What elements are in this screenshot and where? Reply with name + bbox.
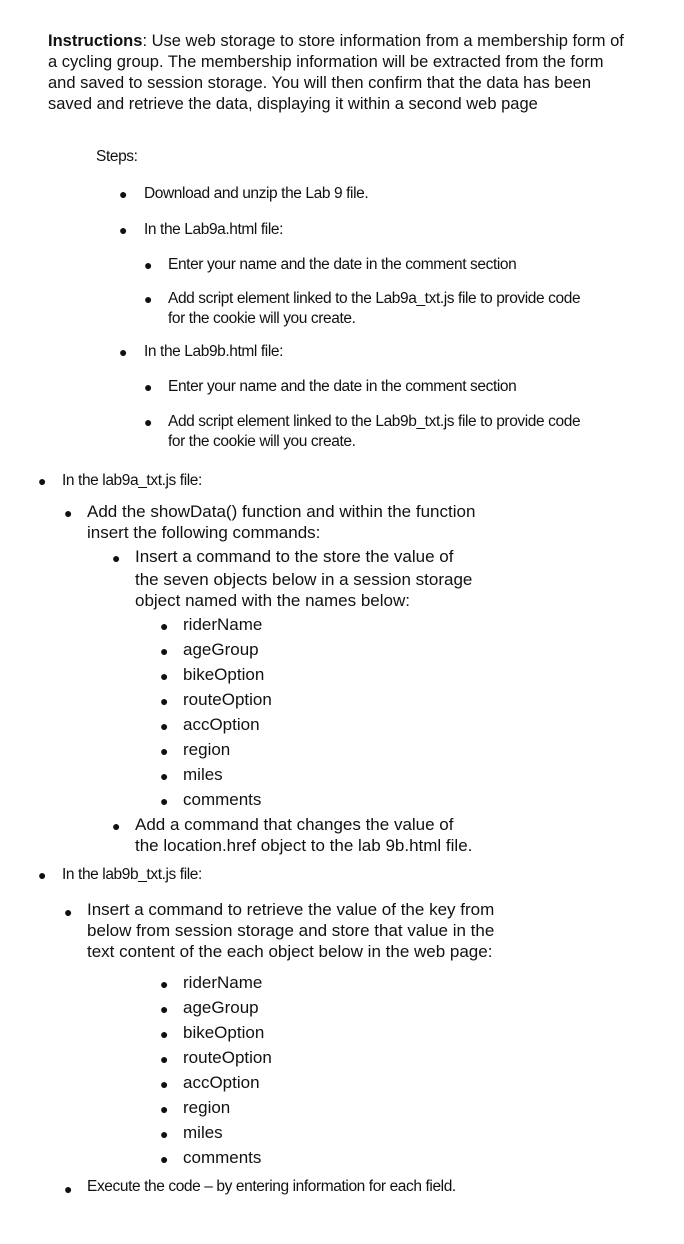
bullet: ● [160,1126,169,1142]
lab9b-heading: In the lab9b_txt.js file: [62,866,202,883]
bullet: ● [160,976,169,992]
step-lab9a-html: In the Lab9a.html file: [144,221,284,238]
lab9a-location-line-1: Add a command that changes the value of [135,815,454,834]
lab9a-heading: In the lab9a_txt.js file: [62,472,202,489]
bullet: ● [144,257,153,273]
lab9a-insert-line-2: the seven objects below in a session storage [135,570,473,589]
bullet: ● [144,291,153,307]
bullet: ● [64,904,73,920]
lab9a-insert-line-1: Insert a command to the store the value of [135,547,454,566]
bullet: ● [160,1001,169,1017]
bullet: ● [112,550,121,566]
step-lab9b-html: In the Lab9b.html file: [144,343,284,360]
bullet: ● [160,743,169,759]
lab9b-name-item: miles [183,1123,223,1142]
lab9a-insert-line-3: object named with the names below: [135,591,410,610]
step-lab9b-comment: Enter your name and the date in the comment section [168,378,517,395]
instructions-paragraph [48,31,628,115]
bullet: ● [119,222,128,238]
lab9a-name-item: miles [183,765,223,784]
lab9b-retrieve-line-3: text content of the each object below in the web page: [87,942,493,961]
step-lab9b-script-2: for the cookie will you create. [168,433,356,450]
lab9a-name-item: region [183,740,231,759]
bullet: ● [160,1151,169,1167]
lab9b-retrieve-line-2: below from session storage and store that value in the [87,921,495,940]
step-lab9a-script-1: Add script element linked to the Lab9a_txt.js file to provide code [168,290,581,307]
instructions-text: : Use web storage to store information from a membership form of a cycling group. The membership information will be extracted from the form and saved to session storage. You will then confirm that the data has been saved and retrieve the data, displaying it within a second web page [48,32,624,113]
steps-label: Steps: [96,148,138,165]
lab9b-name-item: comments [183,1148,262,1167]
bullet: ● [160,643,169,659]
lab9b-name-item: bikeOption [183,1023,265,1042]
bullet: ● [160,1051,169,1067]
bullet: ● [160,718,169,734]
step-lab9a-script-2: for the cookie will you create. [168,310,356,327]
bullet: ● [144,379,153,395]
lab9b-name-item: accOption [183,1073,260,1092]
lab9b-execute: Execute the code – by entering information for each field. [87,1178,456,1195]
bullet: ● [144,414,153,430]
lab9a-add-line-2: insert the following commands: [87,523,321,542]
lab9b-retrieve-line-1: Insert a command to retrieve the value of the key from [87,900,495,919]
step-lab9b-script-1: Add script element linked to the Lab9b_txt.js file to provide code [168,413,581,430]
lab9a-name-item: comments [183,790,262,809]
lab9a-name-item: routeOption [183,690,272,709]
bullet: ● [160,618,169,634]
bullet: ● [64,505,73,521]
bullet: ● [160,793,169,809]
bullet: ● [160,1101,169,1117]
lab9a-location-line-2: the location.href object to the lab 9b.html file. [135,836,473,855]
step-download: Download and unzip the Lab 9 file. [144,185,369,202]
bullet: ● [38,473,47,489]
lab9a-name-item: riderName [183,615,263,634]
step-lab9a-comment: Enter your name and the date in the comment section [168,256,517,273]
lab9a-name-item: bikeOption [183,665,265,684]
lab9a-add-line-1: Add the showData() function and within the function [87,502,476,521]
bullet: ● [112,818,121,834]
instructions-label: Instructions [48,32,143,50]
bullet: ● [160,668,169,684]
bullet: ● [119,186,128,202]
lab9b-name-item: riderName [183,973,263,992]
lab9b-name-item: region [183,1098,231,1117]
bullet: ● [160,1076,169,1092]
lab9b-name-item: routeOption [183,1048,272,1067]
bullet: ● [160,768,169,784]
bullet: ● [64,1181,73,1197]
lab9b-name-item: ageGroup [183,998,259,1017]
bullet: ● [119,344,128,360]
bullet: ● [38,867,47,883]
bullet: ● [160,693,169,709]
lab9a-name-item: ageGroup [183,640,259,659]
bullet: ● [160,1026,169,1042]
lab9a-name-item: accOption [183,715,260,734]
